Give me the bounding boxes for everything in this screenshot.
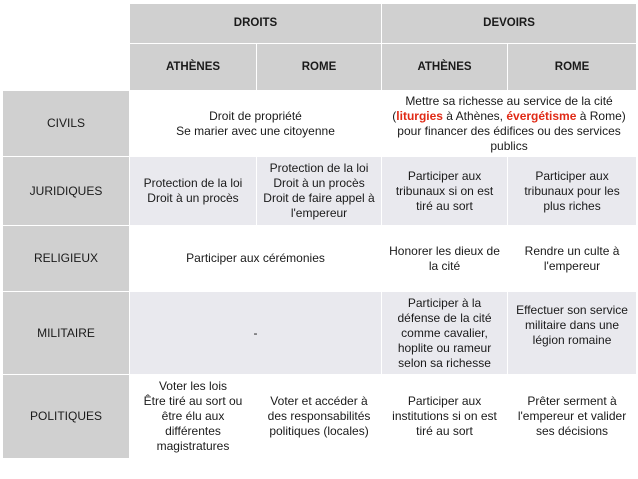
civils-devoirs-line: publics [490,138,528,153]
cell-line: l'empereur et valider [517,409,627,423]
cell-line: être élu aux [161,409,225,423]
civils-devoirs-line [385,109,633,124]
cell-line: Participer à la [407,295,482,310]
row-militaire [3,292,637,375]
row-label-politiques: POLITIQUES [3,375,130,459]
cell-line: Voter et accéder à [270,394,368,408]
cell-line: hoplite ou rameur [397,340,492,355]
juridiques-droits-athenes [130,157,257,226]
juridiques-devoirs-rome [508,157,637,226]
rights-duties-table [2,3,637,459]
cell-line: l'empereur [290,206,348,220]
cell-line: comme cavalier, [401,325,488,340]
militaire-droits: - [130,292,382,375]
cell-line: tiré au sort [416,198,473,213]
civils-droits-line: Droit de propriété [209,108,302,123]
politiques-devoirs-athenes [382,375,508,459]
cell-line: Protection de la loi [269,161,369,175]
row-civils [3,91,637,157]
religieux-devoirs-rome [508,226,637,292]
juridiques-droits-rome [257,157,382,226]
cell-line: des responsabilités [267,409,371,423]
cell-line: Voter les lois [158,379,228,393]
row-label-religieux: RELIGIEUX [3,226,130,292]
header-droits-athenes: ATHÈNES [130,44,257,91]
liturgies-term: liturgies [396,108,443,123]
row-religieux [3,226,637,292]
corner-cell [3,4,130,44]
cell-line: Participer aux [407,168,482,183]
cell-line: Effectuer son service [516,303,628,317]
cell-line: Droit de faire appel à [263,191,375,205]
corner-cell-2 [3,44,130,91]
juridiques-devoirs-athenes [382,157,508,226]
cell-line: tiré au sort [416,424,473,438]
row-politiques [3,375,637,459]
civils-devoirs-line: Mettre sa richesse au service de la cité [405,93,613,108]
cell-line: l'empereur [543,259,601,273]
header-droits: DROITS [130,4,382,44]
cell-line: Protection de la loi [143,176,243,190]
cell-line: la cité [428,259,461,273]
header-devoirs-athenes: ATHÈNES [382,44,508,91]
militaire-devoirs-rome [508,292,637,375]
cell-line: plus riches [543,198,601,213]
cell-line: Être tiré au sort ou [143,394,243,408]
cell-line: différentes [165,424,221,438]
civils-devoirs-close: à Rome) [576,108,626,123]
header-droits-rome: ROME [257,44,382,91]
cell-line: militaire dans une [524,318,620,332]
header-row-top [3,4,637,44]
cell-line: Prêter serment à [527,394,617,408]
cell-line: défense de la cité [397,310,492,325]
cell-line: magistratures [156,439,230,453]
politiques-droits-rome [257,375,382,459]
cell-line: Participer aux [407,394,482,408]
religieux-droits: Participer aux cérémonies [130,226,382,292]
cell-line: ses décisions [536,424,609,438]
row-juridiques [3,157,637,226]
cell-line: selon sa richesse [398,355,491,370]
cell-line: Honorer les dieux de [389,244,500,258]
cell-line: institutions si on est [392,409,497,423]
civils-devoirs [382,91,637,157]
cell-line: Droit à un procès [273,176,365,190]
cell-line: Rendre un culte à [524,244,620,258]
header-devoirs-rome: ROME [508,44,637,91]
civils-droits [130,91,382,157]
cell-line: tribunaux pour les [524,183,620,198]
politiques-devoirs-rome [508,375,637,459]
paren-open: ( [392,108,397,123]
row-label-juridiques: JURIDIQUES [3,157,130,226]
politiques-droits-athenes [130,375,257,459]
row-label-civils: CIVILS [3,91,130,157]
cell-line: Droit à un procès [147,191,239,205]
civils-droits-line: Se marier avec une citoyenne [176,123,335,138]
civils-devoirs-mid: à Athènes, [442,108,507,123]
cell-line: tribunaux si on est [395,183,494,198]
row-label-militaire: MILITAIRE [3,292,130,375]
cell-line: Participer aux [535,168,609,183]
cell-line: légion romaine [532,333,612,347]
religieux-devoirs-athenes [382,226,508,292]
cell-line: politiques (locales) [269,424,369,438]
header-row-cities [3,44,637,91]
header-devoirs: DEVOIRS [382,4,637,44]
evergetisme-term: évergétisme [506,108,577,123]
militaire-devoirs-athenes [382,292,508,375]
civils-devoirs-line: pour financer des édifices ou des services [397,123,621,138]
